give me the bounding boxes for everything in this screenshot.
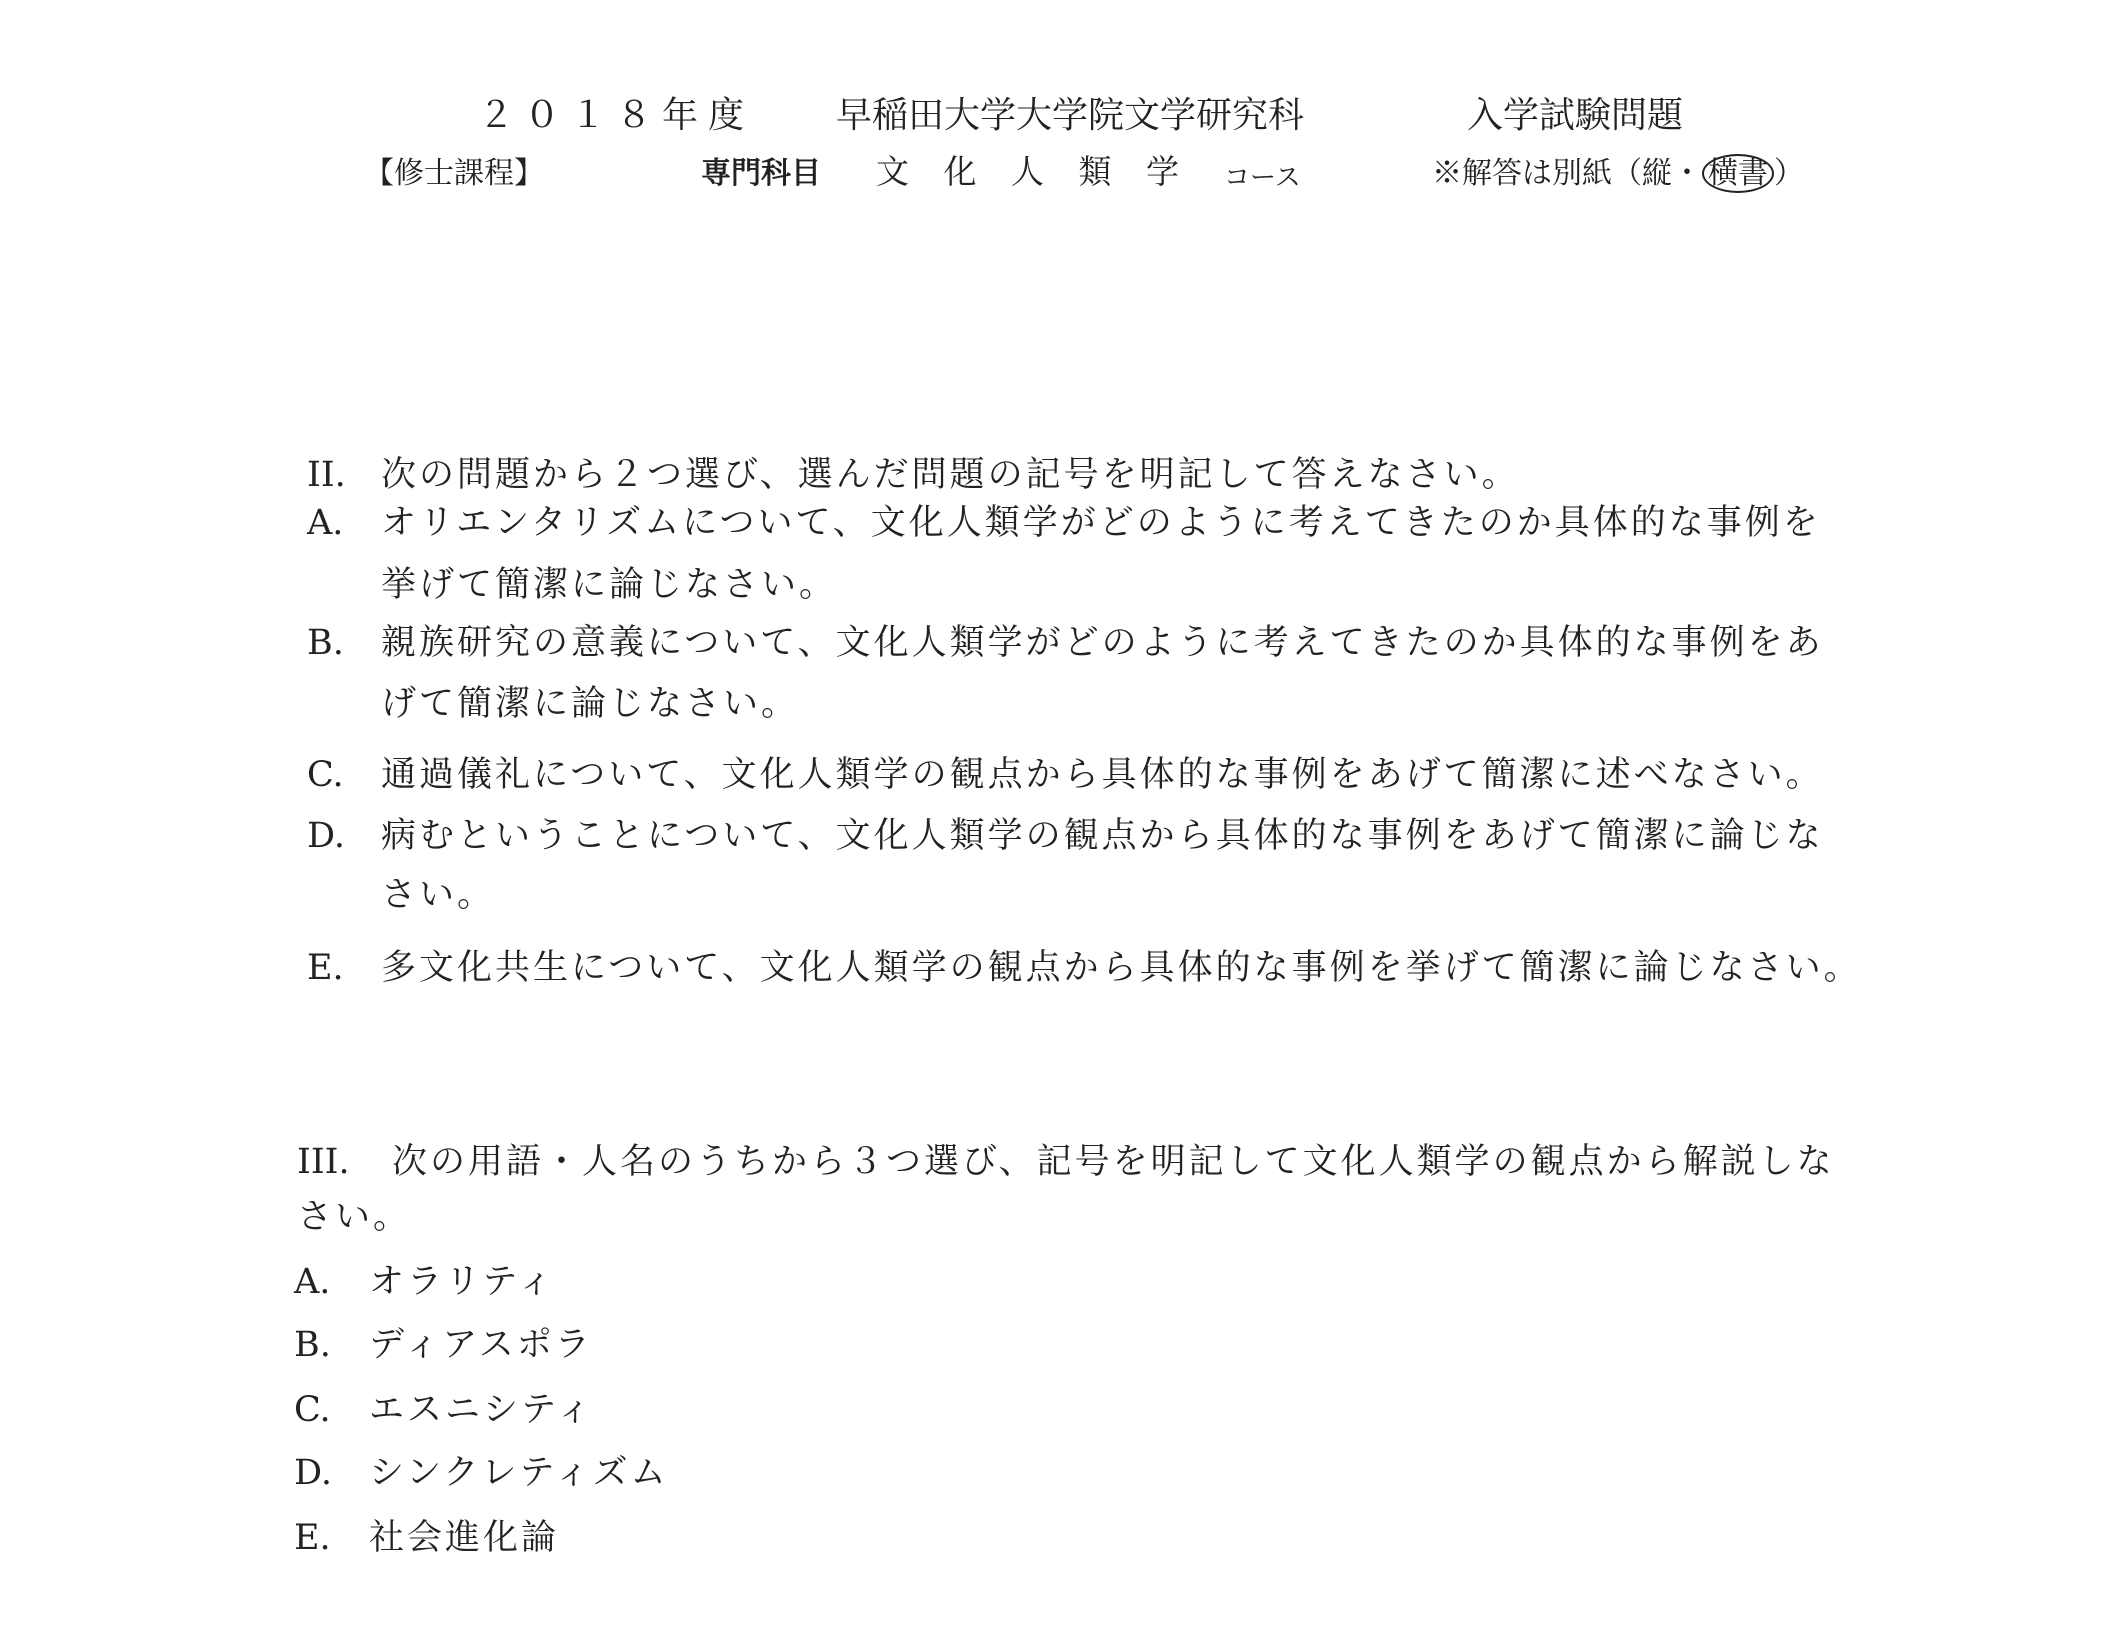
s3-item-d-text: シンクレティズム bbox=[369, 1453, 669, 1493]
section3-instruction-line2: さい。 bbox=[297, 1197, 412, 1237]
subject-name: 文 化 人 類 学 bbox=[876, 152, 1191, 191]
s2-item-e-line1: 多文化共生について、文化人類学の観点から具体的な事例を挙げて簡潔に論じなさい。 bbox=[381, 948, 1862, 988]
s2-item-d-line2: さい。 bbox=[381, 875, 496, 915]
s2-item-e-label: E. bbox=[307, 948, 344, 988]
answer-note bbox=[1432, 154, 1804, 194]
answer-note-suffix: ） bbox=[1774, 156, 1804, 191]
s2-item-a-line2: 挙げて簡潔に論じなさい。 bbox=[381, 565, 838, 605]
section3-number: III. bbox=[297, 1142, 350, 1182]
s3-item-a-label: A. bbox=[294, 1262, 331, 1302]
s2-item-b-label: B. bbox=[307, 623, 344, 663]
s2-item-b-line2: げて簡潔に論じなさい。 bbox=[381, 684, 800, 724]
s2-item-a-line1: オリエンタリズムについて、文化人類学がどのように考えてきたのか具体的な事例を bbox=[381, 503, 1821, 543]
s3-item-a-text: オラリティ bbox=[369, 1262, 556, 1302]
s2-item-a-label: A. bbox=[307, 503, 344, 543]
school-name: 早稲田大学大学院文学研究科 bbox=[836, 95, 1305, 136]
s2-item-b-line1: 親族研究の意義について、文化人類学がどのように考えてきたのか具体的な事例をあ bbox=[381, 623, 1824, 663]
exam-year: ２０１８年度 bbox=[478, 95, 755, 136]
section2-number: II. bbox=[307, 455, 346, 495]
s2-item-d-line1: 病むということについて、文化人類学の観点から具体的な事例をあげて簡潔に論じな bbox=[381, 816, 1824, 856]
s3-item-b-text: ディアスポラ bbox=[369, 1325, 593, 1365]
s3-item-e-text: 社会進化論 bbox=[369, 1518, 560, 1558]
s2-item-d-label: D. bbox=[307, 816, 345, 856]
s3-item-e-label: E. bbox=[294, 1518, 331, 1558]
section3-instruction-line1: 次の用語・人名のうちから３つ選び、記号を明記して文化人類学の観点から解説しな bbox=[392, 1142, 1835, 1182]
subject-label: 専門科目 bbox=[701, 156, 821, 191]
s3-item-c-label: C. bbox=[294, 1390, 331, 1430]
answer-note-prefix: ※解答は別紙（縦・ bbox=[1432, 156, 1702, 191]
s2-item-c-line1: 通過儀礼について、文化人類学の観点から具体的な事例をあげて簡潔に述べなさい。 bbox=[381, 755, 1824, 795]
answer-note-circled: 横書 bbox=[1702, 154, 1774, 193]
course-type: 【修士課程】 bbox=[364, 156, 544, 191]
exam-title: 入学試験問題 bbox=[1467, 95, 1684, 136]
s3-item-c-text: エスニシティ bbox=[369, 1390, 595, 1430]
course-suffix: コース bbox=[1224, 163, 1301, 193]
s2-item-c-label: C. bbox=[307, 755, 344, 795]
section2-instruction: 次の問題から２つ選び、選んだ問題の記号を明記して答えなさい。 bbox=[381, 455, 1520, 495]
s3-item-d-label: D. bbox=[294, 1453, 332, 1493]
s3-item-b-label: B. bbox=[294, 1325, 331, 1365]
